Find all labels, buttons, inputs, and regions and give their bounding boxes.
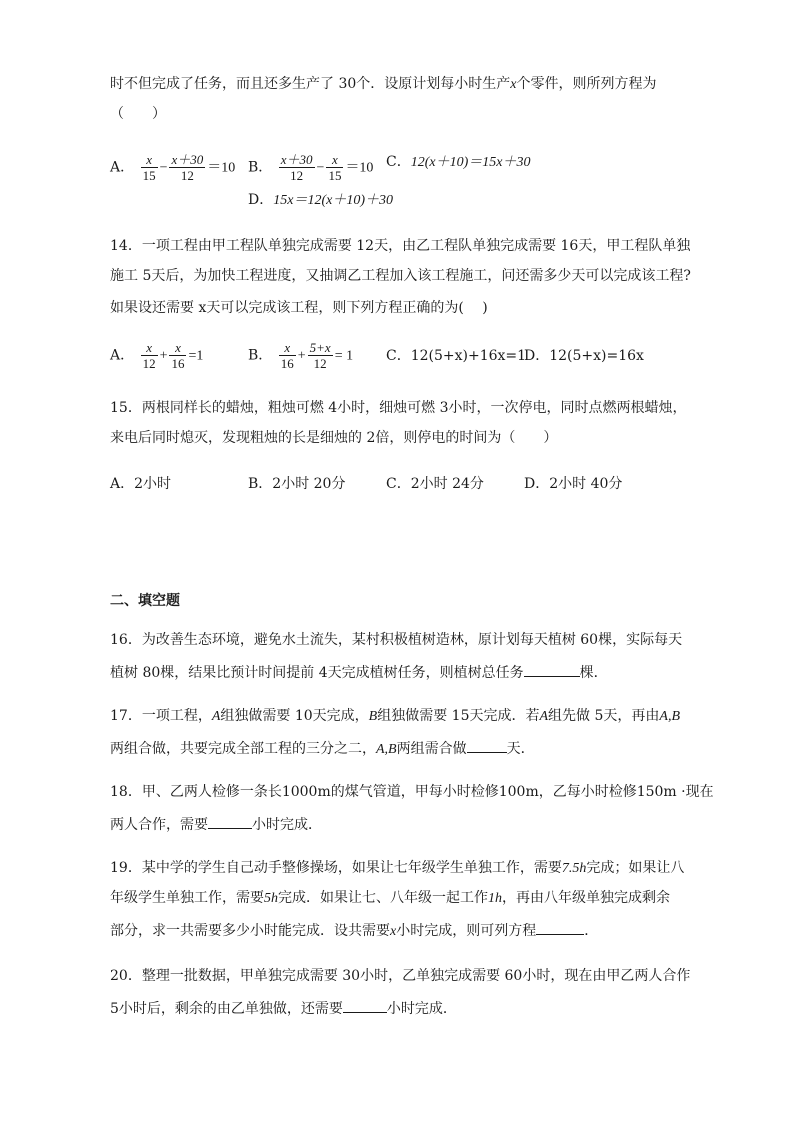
answer-blank[interactable] bbox=[343, 998, 387, 1013]
fraction: $\frac{x+30}{12}$ bbox=[280, 152, 313, 183]
q16-stem-line1: 16．为改善生态环境，避免水土流失，某村积极植树造林，原计划每天植树 60棵，实际每天 bbox=[110, 632, 683, 648]
q14-option-d[interactable]: D．12(5+x)=16x bbox=[524, 348, 644, 364]
q13-option-d[interactable]: D．15x＝12(x＋10)＋30 bbox=[248, 192, 393, 208]
q14-stem-line2: 施工 5天后，为加快工程进度，又抽调乙工程加入该工程施工，问还需多少天可以完成该工程? bbox=[110, 268, 691, 284]
q19-stem-line3: 部分，求一共需要多少小时能完成．设共需要x小时完成，则可列方程 ． bbox=[110, 920, 598, 942]
q14-stem-line3: 如果设还需要 x天可以完成该工程，则下列方程正确的为( ) bbox=[110, 300, 488, 316]
q17-stem-line2: 两组合做，共要完成全部工程的三分之二，A,B两组需合做 天． bbox=[110, 738, 535, 760]
q13-answer-paren: （ ） bbox=[110, 106, 166, 122]
q13-option-c[interactable]: C．12(x＋10)＝15x＋30 bbox=[386, 154, 531, 170]
q15-stem-line2: 来电后同时熄灭，发现粗烛的长是细烛的 2倍，则停电的时间为（ ） bbox=[110, 430, 558, 446]
q14-option-c[interactable]: C．12(5+x)+16x=1 bbox=[386, 348, 527, 364]
answer-blank[interactable] bbox=[524, 662, 580, 677]
answer-blank[interactable] bbox=[208, 814, 252, 829]
fraction: $\frac{x}{16}$ bbox=[171, 340, 185, 371]
q14-option-a[interactable]: A． $\frac{x}{12}$ + $\frac{x}{16}$ =1 bbox=[110, 340, 204, 371]
q20-stem-line2: 5小时后，剩余的由乙单独做，还需要 小时完成． bbox=[110, 998, 457, 1019]
q19-stem-line1: 19．某中学的学生自己动手整修操场，如果让七年级学生单独工作，需要7.5h完成；如果让八 bbox=[110, 860, 685, 876]
q19-stem-line2: 年级学生单独工作，需要5h完成．如果让七、八年级一起工作1h，再由八年级单独完成剩余 bbox=[110, 890, 670, 906]
q15-option-b[interactable]: B．2小时 20分 bbox=[248, 476, 346, 492]
q18-stem-line2: 两人合作，需要 小时完成． bbox=[110, 814, 322, 835]
q14-stem-line1: 14．一项工程由甲工程队单独完成需要 12天，由乙工程队单独完成需要 16天，甲工程队单独 bbox=[110, 238, 691, 254]
fraction: $\frac{x}{16}$ bbox=[280, 340, 294, 371]
fraction: $\frac{x}{15}$ bbox=[142, 152, 156, 183]
q15-option-c[interactable]: C．2小时 24分 bbox=[386, 476, 484, 492]
fraction: $\frac{x}{15}$ bbox=[328, 152, 342, 183]
q15-option-a[interactable]: A．2小时 bbox=[110, 476, 172, 492]
q20-stem-line1: 20．整理一批数据，甲单独完成需要 30小时，乙单独完成需要 60小时，现在由甲乙两人合作 bbox=[110, 968, 691, 984]
answer-blank[interactable] bbox=[536, 920, 584, 935]
q18-stem-line1: 18．甲、乙两人检修一条长1000m的煤气管道，甲每小时检修100m，乙每小时检修150m ·现在 bbox=[110, 784, 714, 800]
fraction: $\frac{x+30}{12}$ bbox=[171, 152, 204, 183]
answer-blank[interactable] bbox=[467, 738, 507, 753]
section-heading: 二、填空题 bbox=[110, 593, 180, 609]
fraction: $\frac{5+x}{12}$ bbox=[309, 340, 331, 371]
q17-stem-line1: 17．一项工程，A组独做需要 10天完成，B组独做需要 15天完成．若A组先做 5天，再由A,B bbox=[110, 708, 681, 724]
q13-option-b[interactable]: B． $\frac{x+30}{12}$ − $\frac{x}{15}$ ＝10 bbox=[248, 152, 374, 183]
q13-stem-line1: 时不但完成了任务，而且还多生产了 30个．设原计划每小时生产x个零件，则所列方程为 bbox=[110, 76, 657, 92]
q15-stem-line1: 15．两根同样长的蜡烛，粗烛可燃 4小时，细烛可燃 3小时，一次停电，同时点燃两根蜡烛， bbox=[110, 400, 687, 416]
q13-variable: x bbox=[510, 77, 517, 92]
q16-stem-line2: 植树 80棵，结果比预计时间提前 4天完成植树任务，则植树总任务 棵． bbox=[110, 662, 608, 683]
fraction: $\frac{x}{12}$ bbox=[142, 340, 156, 371]
q14-option-b[interactable]: B． $\frac{x}{16}$ + $\frac{5+x}{12}$ = 1 bbox=[248, 340, 354, 371]
q13-option-a[interactable]: A． $\frac{x}{15}$ − $\frac{x+30}{12}$ ＝10 bbox=[110, 152, 236, 183]
q15-option-d[interactable]: D．2小时 40分 bbox=[524, 476, 623, 492]
